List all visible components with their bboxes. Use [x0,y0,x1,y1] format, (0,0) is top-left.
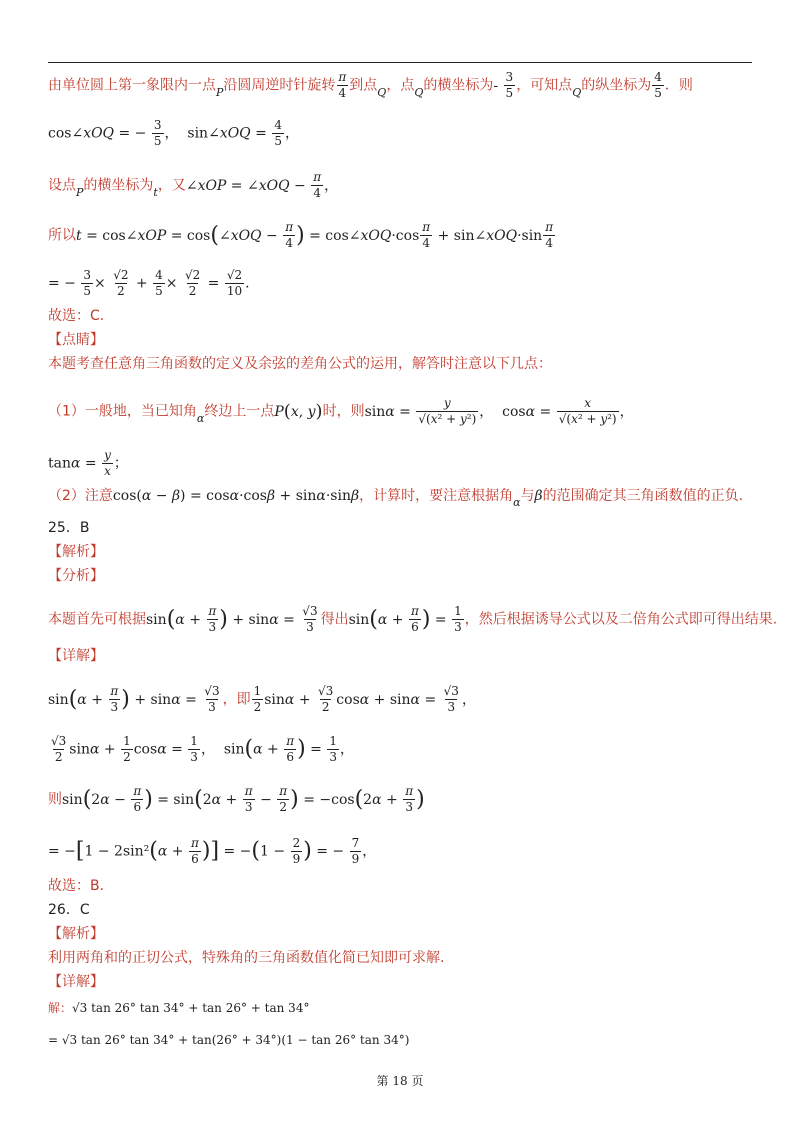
paragraph-rotation: 由单位圆上第一象限内一点$_P$沿圆周逆时针旋转 $\frac{\pi}{4}$ 到点$_Q$，点$_Q$的横坐标为- $\frac{3}{5}$ ，可知点$_Q$的纵坐标为 $\frac{4}{5}$ ．则 [48,70,693,100]
formula-tan-1: 解：√3 tan 26° tan 34° + tan 26° + tan 34° [48,1001,310,1015]
formula-detail-2: $\frac{√3}{2}$ sinα + $\frac{1}{2}$ cosα = $\frac{1}{3}$ ， sin(α + $\frac{\pi}{6}$ ) = $\frac{1}{3}$ ， [51,734,354,764]
answer-choice-b: 故选：B. [48,878,105,894]
section-header-jiexi: 【解析】 [48,544,104,560]
question-25-answer: 25．B [48,520,90,536]
section-header-xiangjie: 【详解】 [48,648,104,664]
section-header-fenxi: 【分析】 [48,568,104,584]
paragraph-set-point: 设点$_P$的横坐标为$_t$，又∠xOP = ∠xOQ − $\frac{\pi}{4}$ ， [48,170,339,200]
paragraph-analysis-26: 利用两角和的正切公式，特殊角的三角函数值化简已知即可求解. [48,950,445,966]
page-number: 第 18 页 [376,1074,424,1088]
formula-cos-sin-xoq: cos∠xOQ = − $\frac{3}{5}$ ， sin∠xOQ = $\frac{4}{5}$ ， [48,118,299,148]
formula-detail-3: 则sin(2α − $\frac{\pi}{6}$ ) = sin(2α + $\frac{\pi}{3}$ − $\frac{\pi}{2}$ ) = −cos(2α + $\frac{\pi}{3}$ ) [48,784,425,814]
paragraph-dianjing: 本题考查任意角三角函数的定义及余弦的差角公式的运用，解答时注意以下几点： [48,356,552,372]
header-rule [48,62,752,63]
section-header-dianjing: 【点睛】 [48,332,104,348]
formula-tan-2: = √3 tan 26° tan 34° + tan(26° + 34°)(1 − tan 26° tan 34°) [48,1033,410,1047]
formula-tan: tanα = $\frac{y}{x}$ ； [48,448,128,478]
section-header-jiexi-2: 【解析】 [48,926,104,942]
paragraph-analysis: 本题首先可根据sin(α + $\frac{\pi}{3}$ ) + sinα = $\frac{√3}{3}$ 得出sin(α + $\frac{\pi}{6}$ ) = $\frac{1}{3}$ ，然后根据诱导公式以及二倍角公式即可得出结果. [48,604,778,634]
formula-t-result: = − $\frac{3}{5}$ × $\frac{√2}{2}$ + $\frac{4}{5}$ × $\frac{√2}{2}$ = $\frac{√2}{10}$ . [48,268,250,298]
formula-detail-4: = −[1 − 2sin²(α + $\frac{\pi}{6}$ )] = −(1 − $\frac{2}{9}$ ) = − $\frac{7}{9}$ ， [48,836,377,866]
paragraph-point-1: （1）一般地，当已知角$_\alpha$终边上一点P(x, y)时，则sinα = $\frac{y}{\text{√(x² + y²)}}$ ， cosα = $\frac{x}{\text{√(x² + y²)}}$ ， [48,396,634,426]
section-header-xiangjie-2: 【详解】 [48,974,104,990]
answer-choice-c: 故选：C. [48,308,105,324]
formula-t-expansion: 所以t = cos∠xOP = cos(∠xOQ − $\frac{\pi}{4}$ ) = cos∠xOQ·cos $\frac{\pi}{4}$ + sin∠xOQ·sin $\frac{\pi}{4}$ [48,220,554,250]
formula-detail-1: sin(α + $\frac{\pi}{3}$ ) + sinα = $\frac{√3}{3}$ ，即 $\frac{1}{2}$ sinα + $\frac{√3}{2}$ cosα + sinα = $\frac{√3}{3}$ ， [48,684,476,714]
paragraph-point-2: （2）注意cos(α − β) = cosα·cosβ + sinα·sinβ，计算时，要注意根据角$_\alpha$与β的范围确定其三角函数值的正负. [48,488,744,509]
question-26-answer: 26．C [48,902,90,918]
